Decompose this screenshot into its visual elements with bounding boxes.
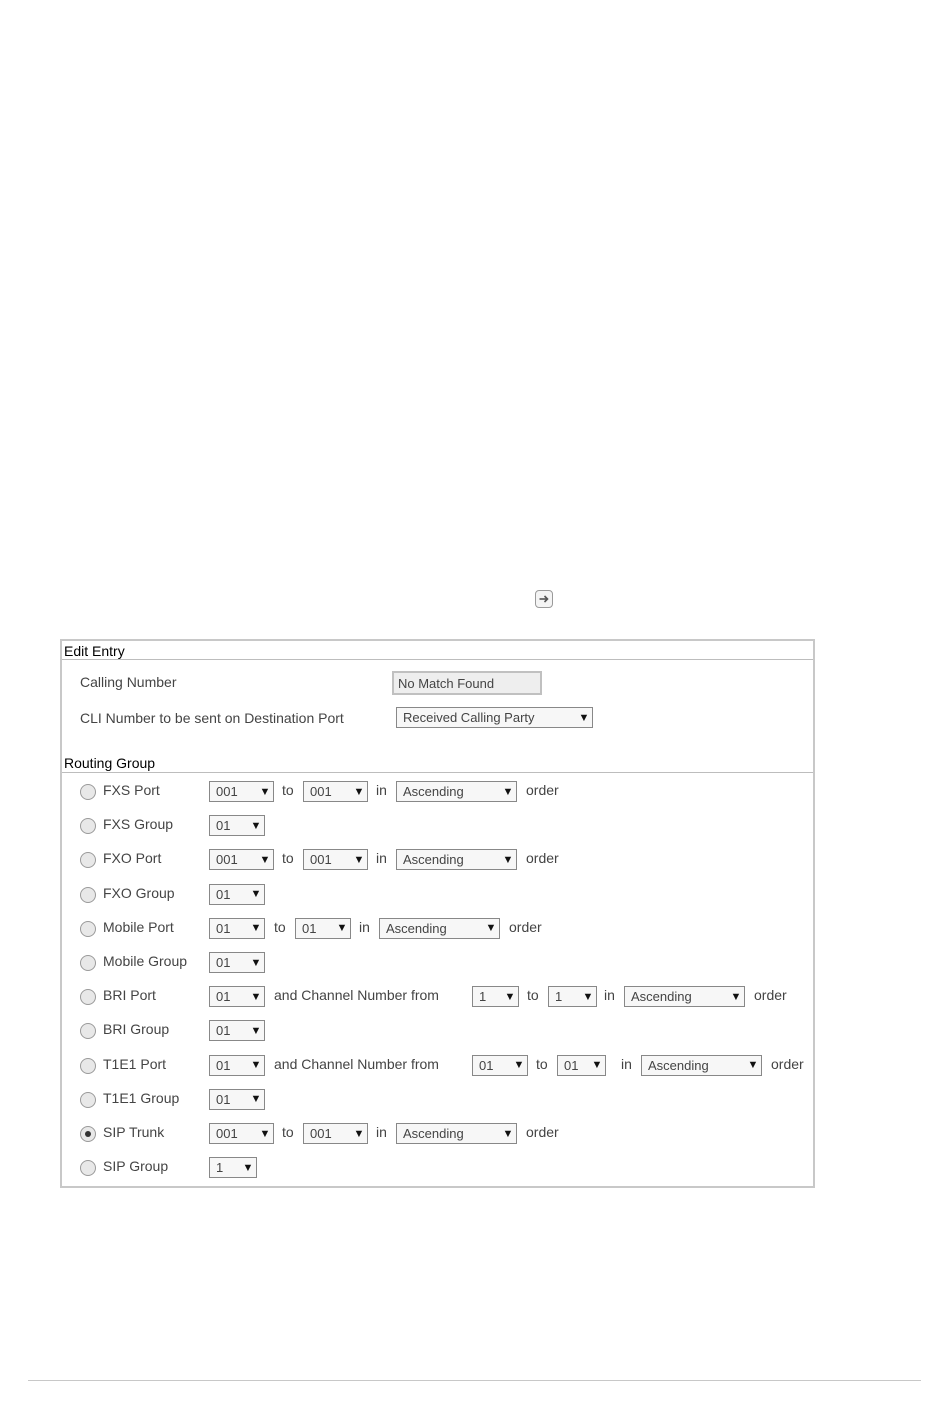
select-sip-group-value: 1 bbox=[216, 1160, 224, 1176]
edit-entry-panel bbox=[60, 639, 815, 1188]
select-mobile-port-to[interactable] bbox=[295, 918, 351, 939]
select-t1e1-port-channel-from-value: 01 bbox=[479, 1057, 494, 1073]
chevron-down-icon: ▼ bbox=[250, 1093, 262, 1106]
select-sip-group[interactable] bbox=[209, 1157, 257, 1178]
radio-bri-group[interactable] bbox=[80, 1023, 96, 1039]
chevron-down-icon: ▼ bbox=[353, 785, 365, 798]
select-sip-trunk-from-value: 001 bbox=[216, 1126, 238, 1141]
select-mobile-group[interactable] bbox=[209, 952, 265, 973]
select-bri-port-channel-to[interactable] bbox=[548, 986, 597, 1007]
radio-fxs-group[interactable] bbox=[80, 818, 96, 834]
label-sip-group: SIP Group bbox=[103, 1158, 169, 1175]
in-text: in bbox=[376, 782, 387, 798]
chevron-down-icon: ▼ bbox=[250, 1059, 262, 1072]
select-bri-group[interactable] bbox=[209, 1020, 265, 1041]
label-sip-trunk: SIP Trunk bbox=[103, 1124, 165, 1140]
chevron-down-icon: ▼ bbox=[259, 853, 271, 866]
chevron-down-icon: ▼ bbox=[502, 1127, 514, 1140]
select-fxo-port-from[interactable] bbox=[209, 849, 274, 870]
in-text: in bbox=[376, 1124, 387, 1140]
select-fxs-group-value: 01 bbox=[216, 818, 231, 834]
select-bri-group-value: 01 bbox=[216, 1023, 231, 1039]
select-t1e1-port-order-value: Ascending bbox=[648, 1057, 709, 1073]
select-fxo-port-to-value: 001 bbox=[310, 852, 332, 868]
routing-group-title: Routing Group bbox=[64, 755, 156, 771]
select-t1e1-port[interactable] bbox=[209, 1055, 265, 1076]
label-mobile-port: Mobile Port bbox=[103, 918, 174, 935]
label-t1e1-group: T1E1 Group bbox=[103, 1089, 180, 1106]
label-fxo-port: FXO Port bbox=[103, 850, 162, 867]
order-text: order bbox=[754, 987, 787, 1004]
select-mobile-port-from[interactable] bbox=[209, 918, 265, 939]
in-text: in bbox=[604, 987, 615, 1004]
select-bri-port-order[interactable] bbox=[624, 986, 745, 1007]
radio-sip-trunk[interactable] bbox=[80, 1126, 96, 1142]
chevron-down-icon: ▼ bbox=[242, 1161, 254, 1174]
label-fxs-port: FXS Port bbox=[103, 782, 160, 798]
in-text: in bbox=[376, 850, 387, 867]
select-fxs-port-order[interactable] bbox=[396, 781, 517, 802]
select-fxs-port-from-value: 001 bbox=[216, 784, 238, 799]
label-fxo-group: FXO Group bbox=[103, 884, 175, 901]
cli-select[interactable] bbox=[396, 707, 593, 728]
radio-mobile-port[interactable] bbox=[80, 921, 96, 937]
chevron-down-icon: ▼ bbox=[250, 819, 262, 832]
label-bri-port: BRI Port bbox=[103, 987, 156, 1004]
select-fxo-group[interactable] bbox=[209, 884, 265, 905]
select-fxs-group[interactable] bbox=[209, 815, 265, 836]
select-bri-port[interactable] bbox=[209, 986, 265, 1007]
radio-t1e1-port[interactable] bbox=[80, 1058, 96, 1074]
label-mobile-group: Mobile Group bbox=[103, 953, 188, 969]
order-text: order bbox=[526, 782, 559, 798]
to-text: to bbox=[274, 918, 286, 935]
select-fxs-port-to-value: 001 bbox=[310, 784, 332, 799]
select-fxo-group-value: 01 bbox=[216, 886, 231, 902]
label-fxs-group: FXS Group bbox=[103, 816, 174, 833]
select-t1e1-port-value: 01 bbox=[216, 1057, 231, 1073]
select-t1e1-port-order[interactable] bbox=[641, 1055, 762, 1076]
radio-sip-group[interactable] bbox=[80, 1160, 96, 1176]
cli-label: CLI Number to be sent on Destination Port bbox=[80, 710, 344, 726]
label-bri-group: BRI Group bbox=[103, 1021, 170, 1038]
select-mobile-port-order-value: Ascending bbox=[386, 920, 447, 936]
chevron-down-icon: ▼ bbox=[250, 922, 262, 935]
chevron-down-icon: ▼ bbox=[582, 990, 594, 1003]
select-t1e1-port-channel-from[interactable] bbox=[472, 1055, 528, 1076]
calling-number-field[interactable]: No Match Found bbox=[392, 671, 542, 695]
chevron-down-icon: ▼ bbox=[259, 785, 271, 798]
radio-fxs-port[interactable] bbox=[80, 784, 96, 800]
channel-from-text: and Channel Number from bbox=[274, 987, 439, 1004]
chevron-down-icon: ▼ bbox=[250, 1024, 262, 1037]
select-fxo-port-order-value: Ascending bbox=[403, 852, 464, 868]
edit-entry-title: Edit Entry bbox=[64, 643, 125, 659]
select-t1e1-port-channel-to[interactable] bbox=[557, 1055, 606, 1076]
radio-bri-port[interactable] bbox=[80, 989, 96, 1005]
routing-divider bbox=[62, 772, 813, 773]
label-t1e1-port: T1E1 Port bbox=[103, 1055, 167, 1072]
select-mobile-port-order[interactable] bbox=[379, 918, 500, 939]
select-bri-port-channel-to-value: 1 bbox=[555, 989, 563, 1005]
select-fxo-port-from-value: 001 bbox=[216, 852, 238, 868]
select-mobile-group-value: 01 bbox=[216, 955, 231, 970]
calling-number-label: Calling Number bbox=[80, 674, 177, 690]
radio-mobile-group[interactable] bbox=[80, 955, 96, 971]
select-sip-trunk-to-value: 001 bbox=[310, 1126, 332, 1141]
select-bri-port-channel-from-value: 1 bbox=[479, 989, 487, 1005]
chevron-down-icon: ▼ bbox=[250, 990, 262, 1003]
radio-t1e1-group[interactable] bbox=[80, 1092, 96, 1108]
select-mobile-port-to-value: 01 bbox=[302, 920, 317, 936]
channel-from-text: and Channel Number from bbox=[274, 1055, 439, 1072]
select-fxo-port-order[interactable] bbox=[396, 849, 517, 870]
select-t1e1-group[interactable] bbox=[209, 1089, 265, 1110]
radio-fxo-group[interactable] bbox=[80, 887, 96, 903]
select-t1e1-port-channel-to-value: 01 bbox=[564, 1057, 579, 1073]
to-text: to bbox=[282, 1124, 294, 1140]
select-sip-trunk-order[interactable] bbox=[396, 1123, 517, 1144]
chevron-down-icon: ▼ bbox=[747, 1059, 759, 1072]
select-fxs-port-from[interactable] bbox=[209, 781, 274, 802]
chevron-down-icon: ▼ bbox=[336, 922, 348, 935]
chevron-down-icon: ▼ bbox=[502, 785, 514, 798]
select-mobile-port-from-value: 01 bbox=[216, 920, 231, 936]
order-text: order bbox=[771, 1055, 804, 1072]
chevron-down-icon: ▼ bbox=[591, 1059, 603, 1072]
chevron-down-icon: ▼ bbox=[353, 853, 365, 866]
arrow-right-icon[interactable] bbox=[535, 590, 553, 608]
chevron-down-icon: ▼ bbox=[485, 922, 497, 935]
select-sip-trunk-to[interactable] bbox=[303, 1123, 368, 1144]
select-fxs-port-order-value: Ascending bbox=[403, 784, 464, 799]
in-text: in bbox=[359, 918, 370, 935]
cli-select-value: Received Calling Party bbox=[403, 710, 535, 725]
chevron-down-icon: ▼ bbox=[513, 1059, 525, 1072]
select-fxo-port-to[interactable] bbox=[303, 849, 368, 870]
title-divider bbox=[62, 659, 813, 660]
to-text: to bbox=[282, 850, 294, 867]
chevron-down-icon: ▼ bbox=[353, 1127, 365, 1140]
to-text: to bbox=[527, 987, 539, 1004]
select-bri-port-order-value: Ascending bbox=[631, 989, 692, 1005]
select-bri-port-value: 01 bbox=[216, 989, 231, 1005]
footer-divider bbox=[28, 1380, 921, 1381]
to-text: to bbox=[536, 1055, 548, 1072]
chevron-down-icon: ▼ bbox=[730, 990, 742, 1003]
order-text: order bbox=[526, 1124, 559, 1140]
select-fxs-port-to[interactable] bbox=[303, 781, 368, 802]
chevron-down-icon: ▼ bbox=[250, 956, 262, 969]
chevron-down-icon: ▼ bbox=[502, 853, 514, 866]
order-text: order bbox=[509, 918, 542, 935]
select-sip-trunk-from[interactable] bbox=[209, 1123, 274, 1144]
select-bri-port-channel-from[interactable] bbox=[472, 986, 519, 1007]
in-text: in bbox=[621, 1055, 632, 1072]
chevron-down-icon: ▼ bbox=[578, 711, 590, 724]
chevron-down-icon: ▼ bbox=[259, 1127, 271, 1140]
order-text: order bbox=[526, 850, 559, 867]
to-text: to bbox=[282, 782, 294, 798]
select-t1e1-group-value: 01 bbox=[216, 1091, 231, 1107]
radio-fxo-port[interactable] bbox=[80, 852, 96, 868]
chevron-down-icon: ▼ bbox=[250, 888, 262, 901]
select-sip-trunk-order-value: Ascending bbox=[403, 1126, 464, 1141]
chevron-down-icon: ▼ bbox=[504, 990, 516, 1003]
